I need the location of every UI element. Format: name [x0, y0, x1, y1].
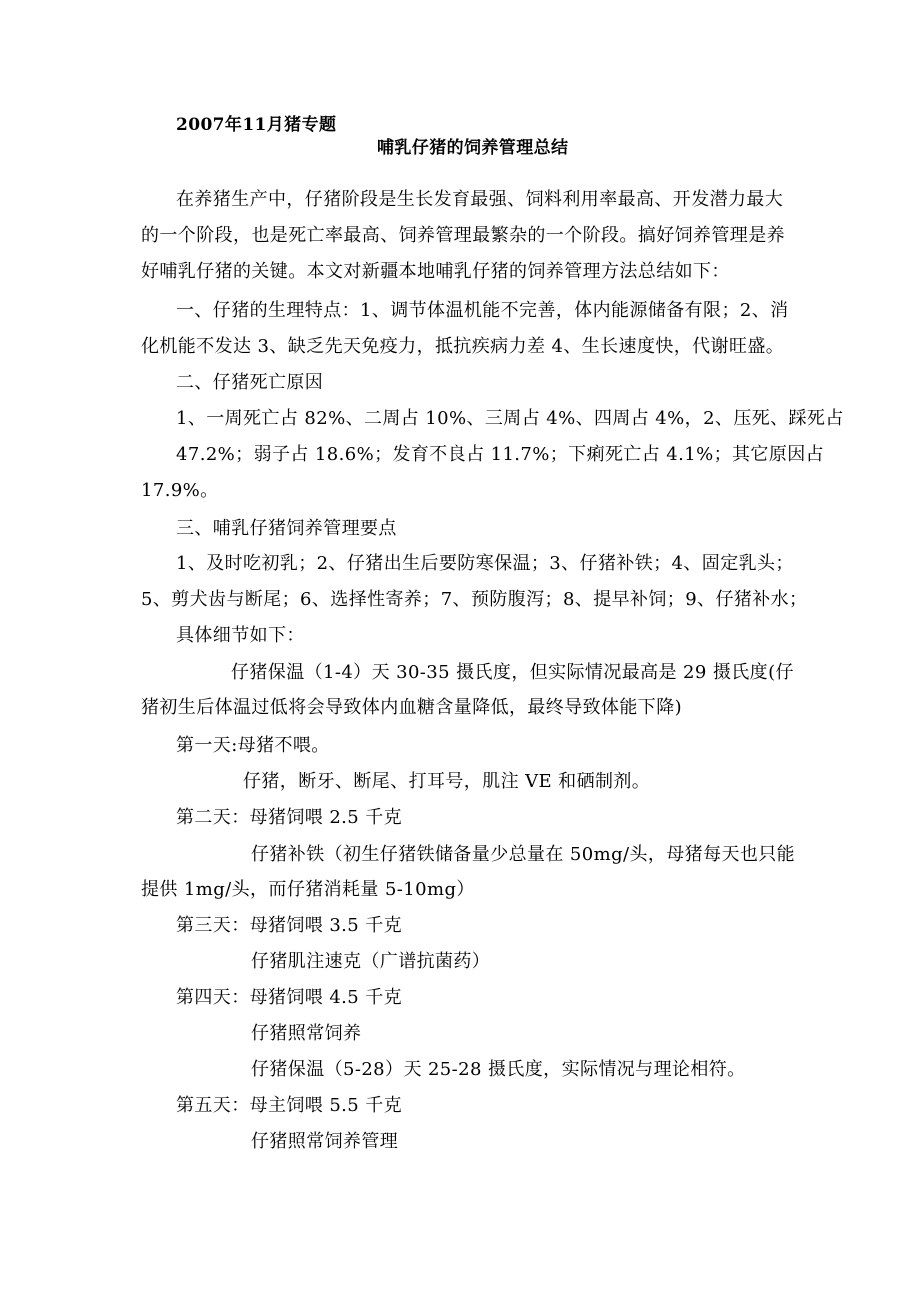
detail-intro: 具体细节如下：: [176, 625, 305, 646]
paragraph-line-3: 好哺乳仔猪的关键。本文对新疆本地哺乳仔猪的饲养管理方法总结如下：: [141, 261, 730, 282]
warmth-line-2: 猪初生后体温过低将会导致体内血糖含量降低，最终导致体能下降): [141, 697, 683, 718]
paragraph-line-2: 的一个阶段，也是死亡率最高、饲养管理最繁杂的一个阶段。搞好饲养管理是养: [141, 225, 785, 246]
warmth-line-1: 仔猪保温（1-4）天 30-35 摄氏度，但实际情况最高是 29 摄氏度(仔: [231, 662, 794, 683]
day-2-detail-line-2: 提供 1mg/头，而仔猪消耗量 5-10mg）: [141, 879, 475, 900]
document-title: 哺乳仔猪的饲养管理总结: [377, 138, 569, 158]
section-1-line-1: 一、仔猪的生理特点：1、调节体温机能不完善，体内能源储备有限；2、消: [176, 300, 789, 321]
day-5-heading: 第五天：母主饲喂 5.5 千克: [176, 1095, 403, 1116]
day-1-heading: 第一天:母猪不喂。: [176, 735, 330, 756]
day-2-heading: 第二天：母猪饲喂 2.5 千克: [176, 807, 403, 828]
day-4-detail-line-2: 仔猪保温（5-28）天 25-28 摄氏度，实际情况与理论相符。: [251, 1059, 746, 1080]
document-header: 2007年11月猪专题: [176, 115, 337, 135]
section-3-line-2: 5、剪犬齿与断尾；6、选择性寄养；7、预防腹泻；8、提早补饲；9、仔猪补水；: [141, 589, 808, 610]
section-2-line-3: 17.9%。: [141, 480, 219, 501]
section-3-line-1: 1、及时吃初乳；2、仔猪出生后要防寒保温；3、仔猪补铁；4、固定乳头；: [176, 553, 794, 574]
day-1-detail: 仔猪，断牙、断尾、打耳号，肌注 VE 和硒制剂。: [243, 771, 651, 792]
day-4-detail-line-1: 仔猪照常饲养: [251, 1023, 362, 1044]
day-3-detail: 仔猪肌注速克（广谱抗菌药）: [251, 951, 491, 972]
section-3-heading: 三、哺乳仔猪饲养管理要点: [176, 518, 397, 539]
day-4-heading: 第四天：母猪饲喂 4.5 千克: [176, 987, 403, 1008]
section-1-line-2: 化机能不发达 3、缺乏先天免疫力，抵抗疾病力差 4、生长速度快，代谢旺盛。: [141, 336, 785, 357]
day-3-heading: 第三天：母猪饲喂 3.5 千克: [176, 915, 403, 936]
section-2-line-2: 47.2%；弱子占 18.6%；发育不良占 11.7%；下痢死亡占 4.1%；其它原因占: [176, 444, 825, 465]
section-2-line-1: 1、一周死亡占 82%、二周占 10%、三周占 4%、四周占 4%，2、压死、踩死占: [176, 408, 844, 429]
paragraph-line-1: 在养猪生产中，仔猪阶段是生长发育最强、饲料利用率最高、开发潜力最大: [176, 189, 784, 210]
section-2-heading: 二、仔猪死亡原因: [176, 372, 324, 393]
day-2-detail-line-1: 仔猪补铁（初生仔猪铁储备量少总量在 50mg/头，母猪每天也只能: [251, 844, 796, 865]
day-5-detail: 仔猪照常饲养管理: [251, 1131, 399, 1152]
